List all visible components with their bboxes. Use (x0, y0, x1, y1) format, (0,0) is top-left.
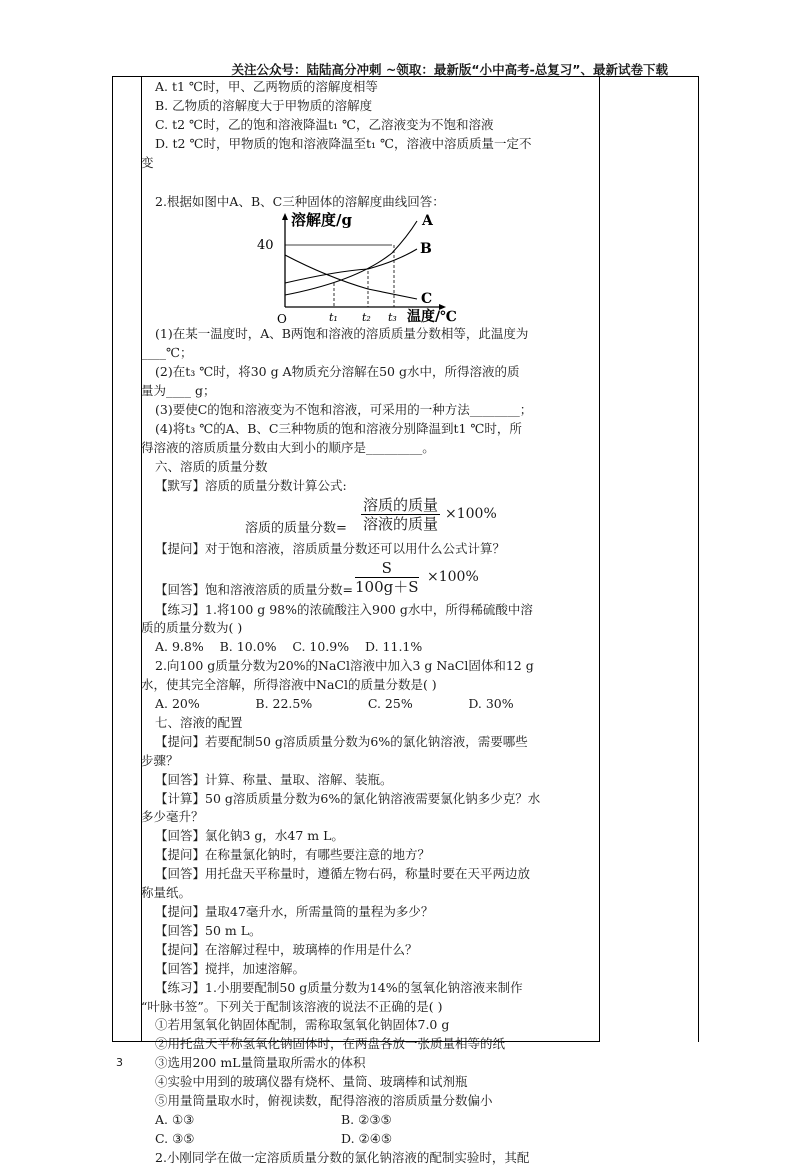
sec7-answer-3: 【回答】用托盘天平称量时，遵循左物右码，称量时要在天平两边放 (155, 866, 531, 882)
x-tick-t3: t₃ (388, 311, 397, 325)
series-a-label: A (422, 213, 433, 230)
sec6-exercise-1-cont: 质的质量分数为( ) (141, 620, 243, 636)
x-axis-label: 温度/℃ (407, 309, 457, 326)
solubility-chart-svg (257, 211, 497, 325)
sec6-question: 【提问】对于饱和溶液，溶质质量分数还可以用什么公式计算？ (155, 540, 506, 556)
curve-b (285, 249, 417, 283)
formula-2-fraction (355, 559, 419, 596)
sec7-choice-d: D. ②④⑤ (341, 1130, 393, 1146)
sec7-statement-4: ④实验中用到的玻璃仪器有烧杯、量筒、玻璃棒和试剂瓶 (155, 1074, 468, 1090)
sec7-statement-3: ③选用200 mL量筒量取所需水的体积 (155, 1055, 366, 1071)
formula-2-tail: ×100% (427, 568, 479, 585)
q2-sub4-cont: 得溶液的溶质质量分数由大到小的顺序是_________。 (141, 439, 435, 455)
formula-1-fraction (361, 496, 440, 533)
sec7-answer-1: 【回答】计算、称量、量取、溶解、装瓶。 (155, 771, 393, 787)
sec6-exercise-2-cont: 水，使其完全溶解，所得溶液中NaCl的质量分数是( ) (141, 677, 437, 693)
q2-sub2-cont: 量为____ g； (141, 383, 216, 399)
sec6-exercise-1-choices: A. 9.8% B. 10.0% C. 10.9% D. 11.1% (155, 639, 423, 655)
question-2-stem: 2.根据如图中A、B、C三种固体的溶解度曲线回答： (155, 193, 445, 209)
sec7-statement-2: ②用托盘天平称氢氧化钠固体时，在两盘各放一张质量相等的纸 (155, 1036, 506, 1052)
sec7-statement-5: ⑤用量筒量取水时，俯视读数，配得溶液的溶质质量分数偏小 (155, 1093, 493, 1109)
series-b-label: B (420, 241, 432, 258)
sec7-answer-3-cont: 称量纸。 (141, 885, 192, 901)
origin-label: O (277, 312, 287, 326)
formula-mass-fraction (155, 496, 591, 540)
q2-sub4: (4)将t₃ ℃的A、B、C三种物质的饱和溶液分别降温到t1 ℃时，所 (155, 420, 522, 436)
x-tick-t2: t₂ (362, 311, 371, 325)
prev-option-d: D. t2 ℃时，甲物质的饱和溶液降温至t₁ ℃，溶液中溶质质量一定不 (155, 135, 532, 151)
formula-1-tail: ×100% (445, 505, 497, 522)
sec7-exercise-1-cont: “叶脉书签”。下列关于配制该溶液的说法不正确的是( ) (141, 998, 443, 1014)
sec7-choice-b: B. ②③⑤ (341, 1111, 392, 1127)
q2-sub3: (3)要使C的饱和溶液变为不饱和溶液，可采用的一种方法________； (155, 402, 533, 418)
sec7-exercise-1: 【练习】1.小朋要配制50 g质量分数为14%的氢氧化钠溶液来制作 (155, 979, 523, 995)
sec6-dictation: 【默写】溶质的质量分数计算公式: (155, 477, 347, 493)
sec7-choice-a: A. ①③ (155, 1111, 195, 1127)
sec7-question-4: 【提问】在溶解过程中，玻璃棒的作用是什么？ (155, 941, 418, 957)
solubility-chart (257, 211, 591, 325)
sec6-exercise-2: 2.向100 g质量分数为20%的NaCl溶液中加入3 g NaCl固体和12 g (155, 658, 534, 674)
q2-sub1: (1)在某一温度时，A、B两饱和溶液的溶质质量分数相等，此温度为 (155, 326, 529, 342)
sec7-answer-2: 【回答】氯化钠3 g，水47 m L。 (155, 828, 344, 844)
sec6-exercise-1: 【练习】1.将100 g 98%的浓硫酸注入900 g水中，所得稀硫酸中溶 (155, 601, 533, 617)
page-header: 关注公众号：陆陆高分冲刺 ~领取：最新版“小中高考-总复习”、最新试卷下载 (231, 62, 668, 77)
series-c-label: C (421, 291, 433, 308)
formula-1-denominator: 溶液的质量 (363, 514, 439, 533)
formula-2-denominator: 100g＋S (355, 577, 419, 596)
curve-c (285, 255, 417, 299)
section-7-title: 七、溶液的配置 (155, 714, 243, 730)
sec7-question-1-cont: 步骤？ (141, 752, 179, 768)
y-tick-40: 40 (257, 238, 274, 254)
sec6-exercise-2-choices: A. 20% B. 22.5% C. 25% D. 30% (155, 696, 514, 712)
sec7-question-1: 【提问】若要配制50 g溶质质量分数为6%的氯化钠溶液，需要哪些 (155, 733, 528, 749)
sec7-calc-cont: 多少毫升？ (141, 809, 204, 825)
prev-option-b: B. 乙物质的溶解度大于甲物质的溶解度 (155, 97, 373, 113)
prev-option-a: A. t1 ℃时，甲、乙两物质的溶解度相等 (155, 79, 378, 94)
sec7-exercise-2: 2.小刚同学在做一定溶质质量分数的氯化钠溶液的配制实验时，其配 (155, 1149, 530, 1165)
sec7-answer-4: 【回答】50 m L。 (155, 922, 262, 938)
prev-option-c: C. t2 ℃时，乙的饱和溶液降温t₁ ℃，乙溶液变为不饱和溶液 (155, 116, 494, 132)
worksheet-content (141, 78, 591, 1168)
x-tick-t1: t₁ (329, 311, 338, 325)
sec7-choice-row-2 (155, 1130, 591, 1149)
sec7-choice-row-1 (155, 1111, 591, 1130)
section-6-title: 六、溶质的质量分数 (155, 458, 268, 474)
q2-sub1-cont: ____℃； (141, 345, 193, 361)
sec7-choice-c: C. ③⑤ (155, 1130, 195, 1146)
page-number: 3 (116, 1056, 123, 1069)
formula-2-numerator: S (355, 559, 419, 578)
sec7-answer-5: 【回答】搅拌，加速溶解。 (155, 960, 306, 976)
right-column (598, 76, 699, 1042)
sec7-question-3: 【提问】量取47毫升水，所需量筒的量程为多少？ (155, 904, 434, 919)
sec7-question-2: 【提问】在称量氯化钠时，有哪些要注意的地方？ (155, 847, 431, 863)
formula-1-numerator: 溶质的质量 (363, 495, 439, 514)
formula-saturated (155, 559, 591, 601)
formula-2-answer: 【回答】饱和溶液溶质的质量分数= (155, 581, 353, 597)
formula-1-lhs: 溶质的质量分数= (245, 520, 347, 536)
sec7-statement-1: ①若用氢氧化钠固体配制，需称取氢氧化钠固体7.0 g (155, 1017, 450, 1033)
prev-option-d-cont: 变 (141, 154, 154, 170)
y-axis-arrow (282, 213, 288, 220)
y-axis-label: 溶解度/g (291, 211, 352, 230)
sec7-calc: 【计算】50 g溶质质量分数为6%的氯化钠溶液需要氯化钠多少克？水 (155, 790, 541, 806)
q2-sub2: (2)在t₃ ℃时，将30 g A物质充分溶解在50 g水中，所得溶液的质 (155, 364, 520, 380)
